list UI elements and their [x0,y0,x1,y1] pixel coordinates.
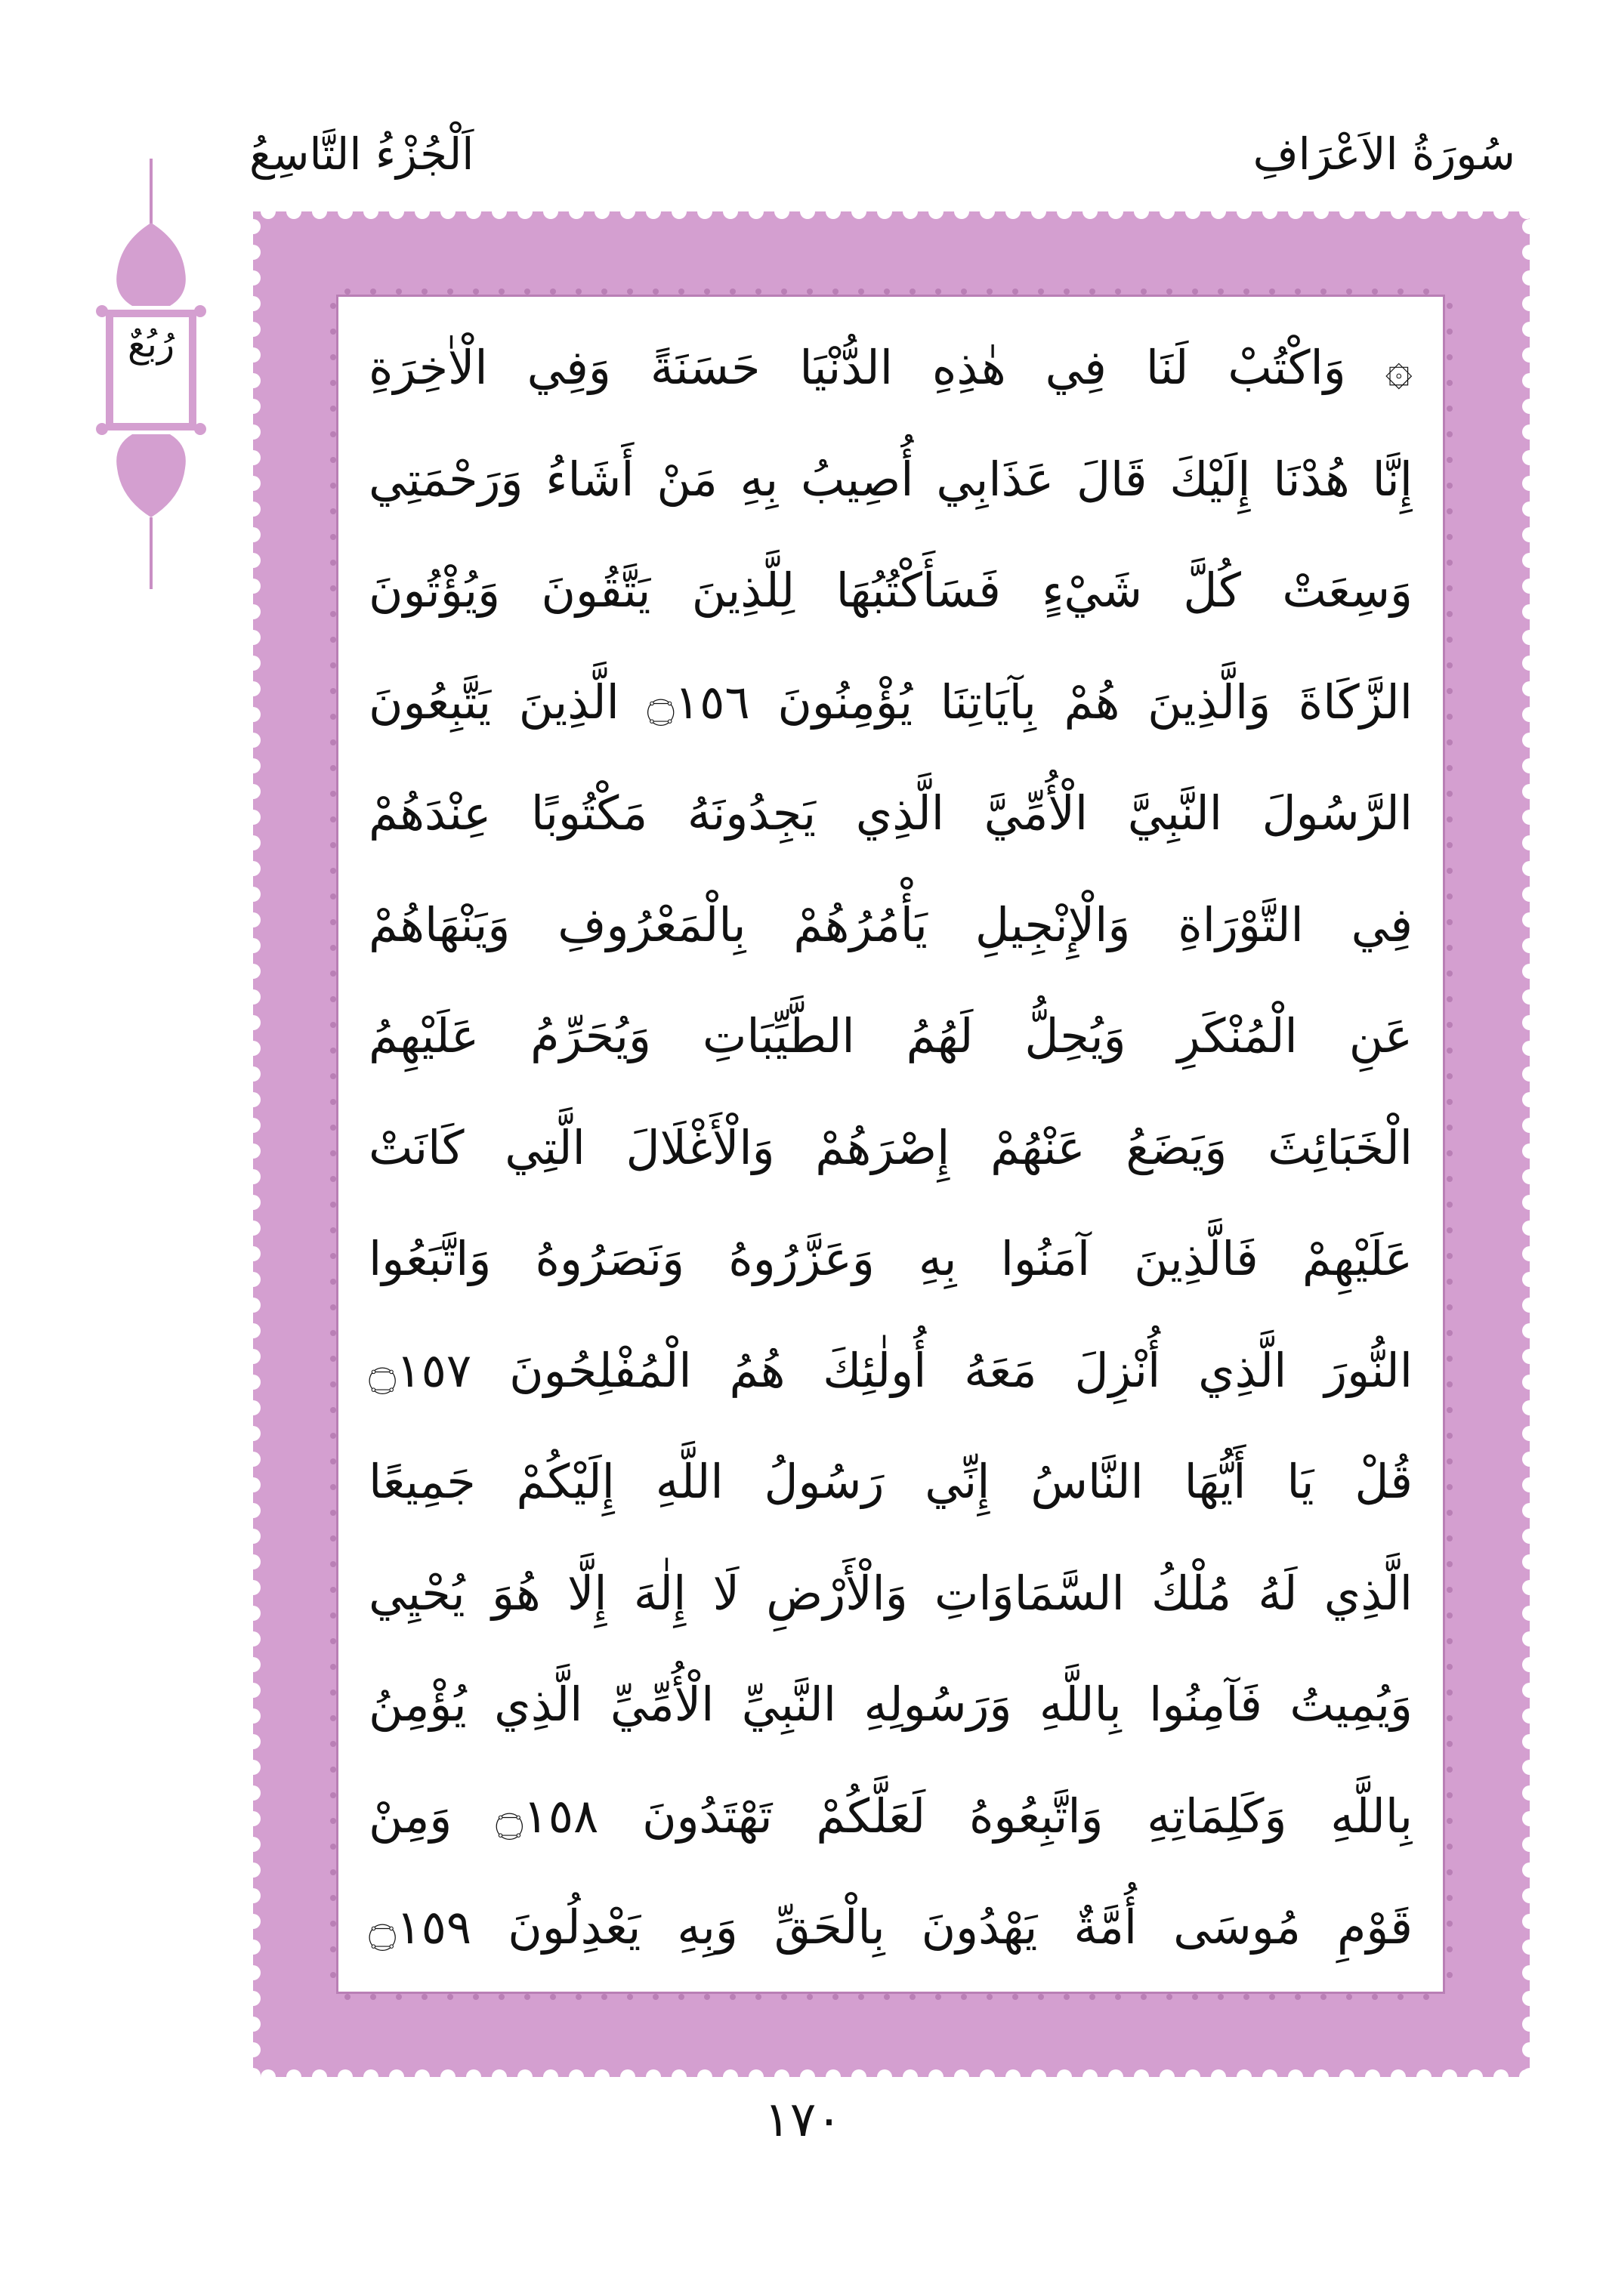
rub-marker [91,151,212,604]
rub-label: رُبُعٌ [127,323,175,366]
verse-line: وَيُمِيتُ فَآمِنُوا بِاللَّهِ وَرَسُولِهِ النَّبِيِّ الْأُمِّيِّ الَّذِي يُؤْمِنُ [369,1677,1413,1732]
verse-line: فِي التَّوْرَاةِ وَالْإِنْجِيلِ يَأْمُرُهُمْ بِالْمَعْرُوفِ وَيَنْهَاهُمْ [369,896,1413,952]
page-number: ١٧٠ [764,2092,842,2148]
verse-line: قَوْمِ مُوسَى أُمَّةٌ يَهْدُونَ بِالْحَقِّ وَبِهِ يَعْدِلُونَ ۝١٥٩ [369,1899,1413,1955]
verse-line: الزَّكَاةَ وَالَّذِينَ هُمْ بِآيَاتِنَا يُؤْمِنُونَ ۝١٥٦ الَّذِينَ يَتَّبِعُونَ [369,674,1413,730]
verse-line: الرَّسُولَ النَّبِيَّ الْأُمِّيَّ الَّذِي يَجِدُونَهُ مَكْتُوبًا عِنْدَهُمْ [369,785,1413,841]
verse-line: عَلَيْهِمْ فَالَّذِينَ آمَنُوا بِهِ وَعَزَّرُوهُ وَنَصَرُوهُ وَاتَّبَعُوا [369,1231,1413,1286]
verse-line: بِاللَّهِ وَكَلِمَاتِهِ وَاتَّبِعُوهُ لَعَلَّكُمْ تَهْتَدُونَ ۝١٥٨ وَمِنْ [369,1788,1413,1844]
page-frame [253,211,1530,2077]
verse-line: وَسِعَتْ كُلَّ شَيْءٍ فَسَأَكْتُبُهَا لِلَّذِينَ يَتَّقُونَ وَيُؤْتُونَ [369,563,1413,618]
verse-line: الْخَبَائِثَ وَيَضَعُ عَنْهُمْ إِصْرَهُمْ وَالْأَغْلَالَ الَّتِي كَانَتْ [369,1119,1413,1175]
verse-line: عَنِ الْمُنْكَرِ وَيُحِلُّ لَهُمُ الطَّيِّبَاتِ وَيُحَرِّمُ عَلَيْهِمُ [369,1008,1413,1063]
verse-lines [369,312,1413,1983]
surah-name: سُورَةُ الاَعْرَافِ [1252,128,1515,180]
verse-line: قُلْ يَا أَيُّهَا النَّاسُ إِنِّي رَسُولُ اللَّهِ إِلَيْكُمْ جَمِيعًا [369,1454,1413,1509]
marker-line-bottom [150,517,153,589]
verse-line: الَّذِي لَهُ مُلْكُ السَّمَاوَاتِ وَالْأَرْضِ لَا إِلٰهَ إِلَّا هُوَ يُحْيِي [369,1565,1413,1621]
verse-line: النُّورَ الَّذِي أُنْزِلَ مَعَهُ أُولٰئِكَ هُمُ الْمُفْلِحُونَ ۝١٥٧ [369,1342,1413,1398]
text-panel [336,295,1445,1994]
juz-name: اَلْجُزْءُ التَّاسِعُ [249,128,474,180]
verse-line: ۞ وَاكْتُبْ لَنَا فِي هٰذِهِ الدُّنْيَا حَسَنَةً وَفِي الْاٰخِرَةِ [369,340,1413,395]
verse-line: إِنَّا هُدْنَا إِلَيْكَ قَالَ عَذَابِي أُصِيبُ بِهِ مَنْ أَشَاءُ وَرَحْمَتِي [369,451,1413,507]
